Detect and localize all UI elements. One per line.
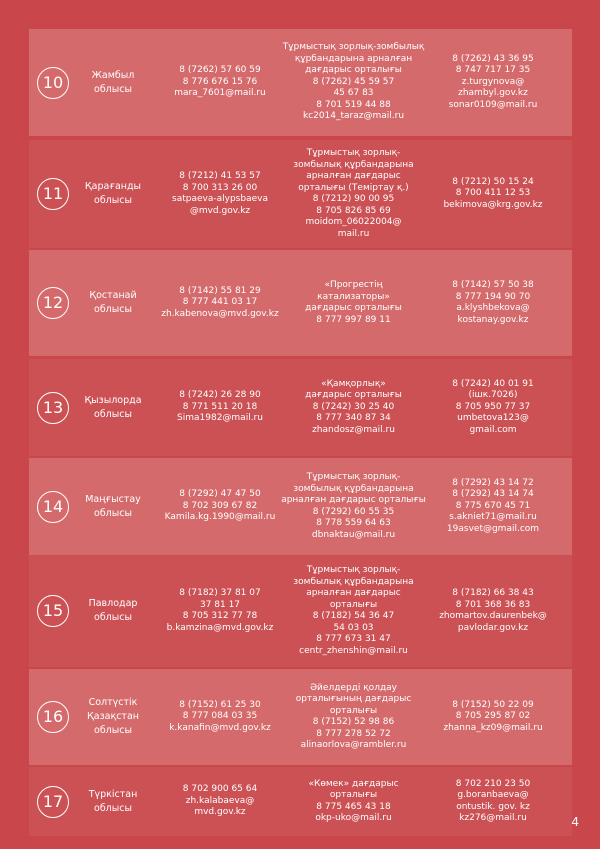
text-line: облысы xyxy=(94,802,132,814)
region-name xyxy=(77,597,149,625)
row-number-cell xyxy=(29,392,77,424)
text-line: umbetova123@ xyxy=(457,413,529,424)
crisis-center-contacts xyxy=(426,478,560,536)
text-line: орталығы xyxy=(329,705,378,716)
crisis-center-contacts xyxy=(426,280,560,326)
text-line: арналған дағдарыс орталығы xyxy=(281,495,426,505)
text-line: 8 705 950 77 37 xyxy=(455,401,531,412)
text-line: mail.ru xyxy=(337,228,370,239)
text-line: 8 705 295 87 02 xyxy=(455,711,531,722)
text-line: dbnaktau@mail.ru xyxy=(311,529,396,540)
text-line: 8 705 826 85 69 xyxy=(316,205,391,216)
row-number-badge: 11 xyxy=(37,178,69,210)
row-number-cell xyxy=(29,178,77,210)
text-line: 8 777 441 03 17 xyxy=(182,297,258,308)
text-line: құрбандарына арналған xyxy=(294,53,413,64)
text-line: орталығы xyxy=(329,790,378,800)
row-number-cell xyxy=(29,786,77,818)
row-number-cell xyxy=(29,287,77,319)
text-line: орталығының дағдарыс xyxy=(295,694,412,704)
text-line: Павлодар xyxy=(88,598,138,609)
region-name xyxy=(77,69,149,97)
text-line: 54 03 03 xyxy=(333,622,374,633)
text-line: 8 702 210 23 50 xyxy=(455,778,531,789)
row-number-badge: 15 xyxy=(37,595,69,627)
text-line: 8 (7292) 60 55 35 xyxy=(312,506,395,517)
text-line: облысы xyxy=(94,725,132,736)
text-line: 45 67 83 xyxy=(333,88,374,99)
text-line: zhanna_kz09@mail.ru xyxy=(443,722,543,733)
row-number-cell xyxy=(29,67,77,99)
crisis-center xyxy=(281,379,426,437)
text-line: 8 (7182) 54 36 47 xyxy=(312,611,395,621)
text-line: 8 (7212) 90 00 95 xyxy=(312,194,395,204)
text-line: Тұрмыстық зорлық- xyxy=(306,472,401,482)
text-line: 8 (7152) 50 22 09 xyxy=(452,699,534,710)
text-line: (ішк.7026) xyxy=(468,390,518,401)
text-line: облысы xyxy=(94,83,132,95)
text-line: satpaeva-alypsbaeva xyxy=(172,194,268,204)
text-line: 8 (7262) 45 59 57 xyxy=(312,76,395,87)
crisis-center-contacts xyxy=(426,700,560,735)
text-line: z.turgynova@ xyxy=(461,76,525,87)
page-number: 4 xyxy=(571,815,579,829)
text-line: mara_7601@mail.ru xyxy=(174,88,266,99)
crisis-center xyxy=(281,280,426,326)
text-line: 8 700 313 26 00 xyxy=(182,182,258,193)
text-line: «Қамқорлық» xyxy=(321,378,386,389)
text-line: zhandosz@mail.ru xyxy=(312,424,395,435)
text-line: Солтүстік xyxy=(88,697,138,708)
text-line: kostanay.gov.kz xyxy=(457,314,529,325)
text-line: Қызылорда xyxy=(84,394,142,406)
text-line: 8 (7292) 43 14 74 xyxy=(452,489,534,500)
police-contacts xyxy=(159,171,281,217)
text-line: арналған дағдарыс xyxy=(306,588,401,598)
text-line: 8 777 673 31 47 xyxy=(316,634,391,644)
text-line: 8 777 084 03 35 xyxy=(182,711,258,722)
text-line: a.klyshbekova@ xyxy=(456,303,530,313)
text-line: okp-uko@mail.ru xyxy=(315,813,392,823)
text-line: Қазақстан xyxy=(87,711,139,722)
region-name xyxy=(77,493,149,521)
region-name xyxy=(77,180,149,208)
text-line: kc2014_taraz@mail.ru xyxy=(302,111,405,122)
text-line: Маңғыстау xyxy=(85,493,141,505)
text-line: дағдарыс орталығы xyxy=(305,390,402,401)
row-number-badge: 12 xyxy=(37,287,69,319)
crisis-center xyxy=(281,472,426,541)
text-line: 8 771 511 20 18 xyxy=(182,401,258,412)
police-contacts xyxy=(159,489,281,524)
text-line: 8 (7182) 66 38 43 xyxy=(452,588,534,598)
text-line: 8 (7262) 43 36 95 xyxy=(452,53,534,64)
text-line: 8 (7182) 37 81 07 xyxy=(179,588,261,598)
text-line: moidom_06022004@ xyxy=(305,217,402,227)
text-line: 8 777 997 89 11 xyxy=(316,314,391,325)
text-line: 8 747 717 17 35 xyxy=(455,65,531,76)
text-line: Қарағанды xyxy=(84,181,142,192)
text-line: облысы xyxy=(94,195,132,206)
text-line: 8 777 194 90 70 xyxy=(455,291,531,302)
row-number-badge: 16 xyxy=(37,701,69,733)
crisis-center xyxy=(281,565,426,657)
police-contacts xyxy=(159,390,281,425)
text-line: zhomartov.daurenbek@ xyxy=(439,611,547,621)
text-line: sonar0109@mail.ru xyxy=(448,99,538,110)
row-number-badge: 13 xyxy=(37,392,69,424)
text-line: Түркістан xyxy=(88,788,138,800)
table-row xyxy=(29,669,572,765)
row-number-cell xyxy=(29,701,77,733)
text-line: zhambyl.gov.kz xyxy=(458,88,528,99)
text-line: Қостанай xyxy=(89,290,137,301)
text-line: Тұрмыстық зорлық- xyxy=(306,565,401,575)
crisis-center-contacts xyxy=(426,779,560,825)
text-line: ontustik. gov. kz xyxy=(456,801,530,812)
text-line: mvd.gov.kz xyxy=(194,807,246,818)
region-name xyxy=(77,289,149,317)
text-line: 8 775 670 45 71 xyxy=(455,500,531,511)
text-line: 8 (7292) 47 47 50 xyxy=(179,489,261,500)
region-name xyxy=(77,696,149,738)
text-line: 37 81 17 xyxy=(199,599,241,610)
row-number-cell xyxy=(29,595,77,627)
table-row xyxy=(29,359,572,456)
table-row xyxy=(29,555,572,667)
text-line: 8 (7242) 30 25 40 xyxy=(312,401,395,412)
police-contacts xyxy=(159,588,281,634)
text-line: 8 777 278 52 72 xyxy=(316,728,391,739)
text-line: 8 (7152) 52 98 86 xyxy=(312,717,395,727)
crisis-center xyxy=(281,779,426,825)
text-line: зомбылық құрбандарына xyxy=(293,159,414,170)
text-line: 8 (7212) 50 15 24 xyxy=(452,176,534,187)
text-line: 8 700 411 12 53 xyxy=(455,188,531,199)
table-row xyxy=(29,29,572,136)
text-line: 8 (7142) 55 81 29 xyxy=(179,285,261,296)
text-line: 8 705 312 77 78 xyxy=(182,611,258,621)
police-contacts xyxy=(159,65,281,100)
text-line: облысы xyxy=(94,304,132,315)
police-contacts xyxy=(159,286,281,321)
row-number-badge: 17 xyxy=(37,786,69,818)
text-line: Sima1982@mail.ru xyxy=(177,413,263,424)
text-line: 8 (7142) 57 50 38 xyxy=(452,280,534,290)
text-line: zh.kalabaeva@ xyxy=(185,795,255,806)
text-line: 8 (7212) 41 53 57 xyxy=(179,171,261,181)
text-line: alinaorlova@rambler.ru xyxy=(300,740,407,750)
text-line: 8 775 465 43 18 xyxy=(316,801,391,812)
text-line: 8 (7152) 61 25 30 xyxy=(179,699,261,710)
text-line: зомбылық құрбандарына xyxy=(293,483,414,494)
text-line: «Көмек» дағдарыс xyxy=(308,778,399,789)
crisis-center-contacts xyxy=(426,379,560,437)
region-name xyxy=(77,788,149,816)
text-line: орталығы xyxy=(329,599,378,610)
text-line: k.kanafin@mvd.gov.kz xyxy=(169,722,271,733)
crisis-center xyxy=(281,148,426,240)
text-line: s.akniet71@mail.ru xyxy=(449,512,537,523)
crisis-center-contacts xyxy=(426,588,560,634)
text-line: Тұрмыстық зорлық-зомбылық xyxy=(282,42,425,53)
text-line: Жамбыл xyxy=(91,69,135,81)
police-contacts xyxy=(159,700,281,735)
text-line: орталығы (Теміртау қ.) xyxy=(298,182,409,193)
text-line: арналған дағдарыс xyxy=(306,171,401,181)
text-line: Тұрмыстық зорлық- xyxy=(306,148,401,158)
text-line: «Прогрестің xyxy=(324,280,383,290)
crisis-center-contacts xyxy=(426,54,560,112)
text-line: 8 778 559 64 63 xyxy=(316,518,391,528)
table-row xyxy=(29,767,572,836)
text-line: 8 701 519 44 88 xyxy=(316,99,391,110)
text-line: облысы xyxy=(94,612,132,623)
text-line: kz276@mail.ru xyxy=(459,813,527,823)
text-line: 19asvet@gmail.com xyxy=(446,523,540,534)
text-line: 8 (7292) 43 14 72 xyxy=(452,477,534,488)
table-row xyxy=(29,250,572,356)
text-line: bekimova@krg.gov.kz xyxy=(443,199,543,210)
text-line: 8 702 900 65 64 xyxy=(182,784,258,795)
text-line: 8 776 676 15 76 xyxy=(182,76,258,87)
table-row xyxy=(29,140,572,248)
text-line: дағдарыс орталығы xyxy=(305,65,402,76)
police-contacts xyxy=(159,784,281,819)
row-number-cell xyxy=(29,491,77,523)
text-line: g.boranbaeva@ xyxy=(457,790,529,800)
text-line: Әйелдерді қолдау xyxy=(309,682,398,693)
text-line: pavlodar.gov.kz xyxy=(457,622,529,633)
text-line: 8 (7242) 26 28 90 xyxy=(179,390,261,401)
region-name xyxy=(77,394,149,422)
text-line: b.kamzina@mvd.gov.kz xyxy=(166,622,274,633)
text-line: 8 702 309 67 82 xyxy=(182,500,258,511)
table-row xyxy=(29,458,572,555)
text-line: зомбылық құрбандарына xyxy=(293,576,414,587)
crisis-center-contacts xyxy=(426,177,560,212)
text-line: катализаторы» xyxy=(317,291,390,302)
text-line: zh.kabenova@mvd.gov.kz xyxy=(161,308,279,319)
text-line: gmail.com xyxy=(469,424,517,435)
text-line: облысы xyxy=(94,507,132,519)
crisis-center xyxy=(281,42,426,123)
text-line: Kamila.kg.1990@mail.ru xyxy=(164,512,276,523)
text-line: 8 (7242) 40 01 91 xyxy=(452,378,534,389)
text-line: centr_zhenshin@mail.ru xyxy=(299,645,408,656)
row-number-badge: 14 xyxy=(37,491,69,523)
text-line: дағдарыс орталығы xyxy=(305,303,402,313)
row-number-badge: 10 xyxy=(37,67,69,99)
text-line: @mvd.gov.kz xyxy=(189,205,251,216)
crisis-center xyxy=(281,683,426,752)
text-line: 8 (7262) 57 60 59 xyxy=(179,65,261,76)
text-line: 8 777 340 87 34 xyxy=(316,413,391,424)
text-line: облысы xyxy=(94,408,132,420)
text-line: 8 701 368 36 83 xyxy=(455,599,531,610)
